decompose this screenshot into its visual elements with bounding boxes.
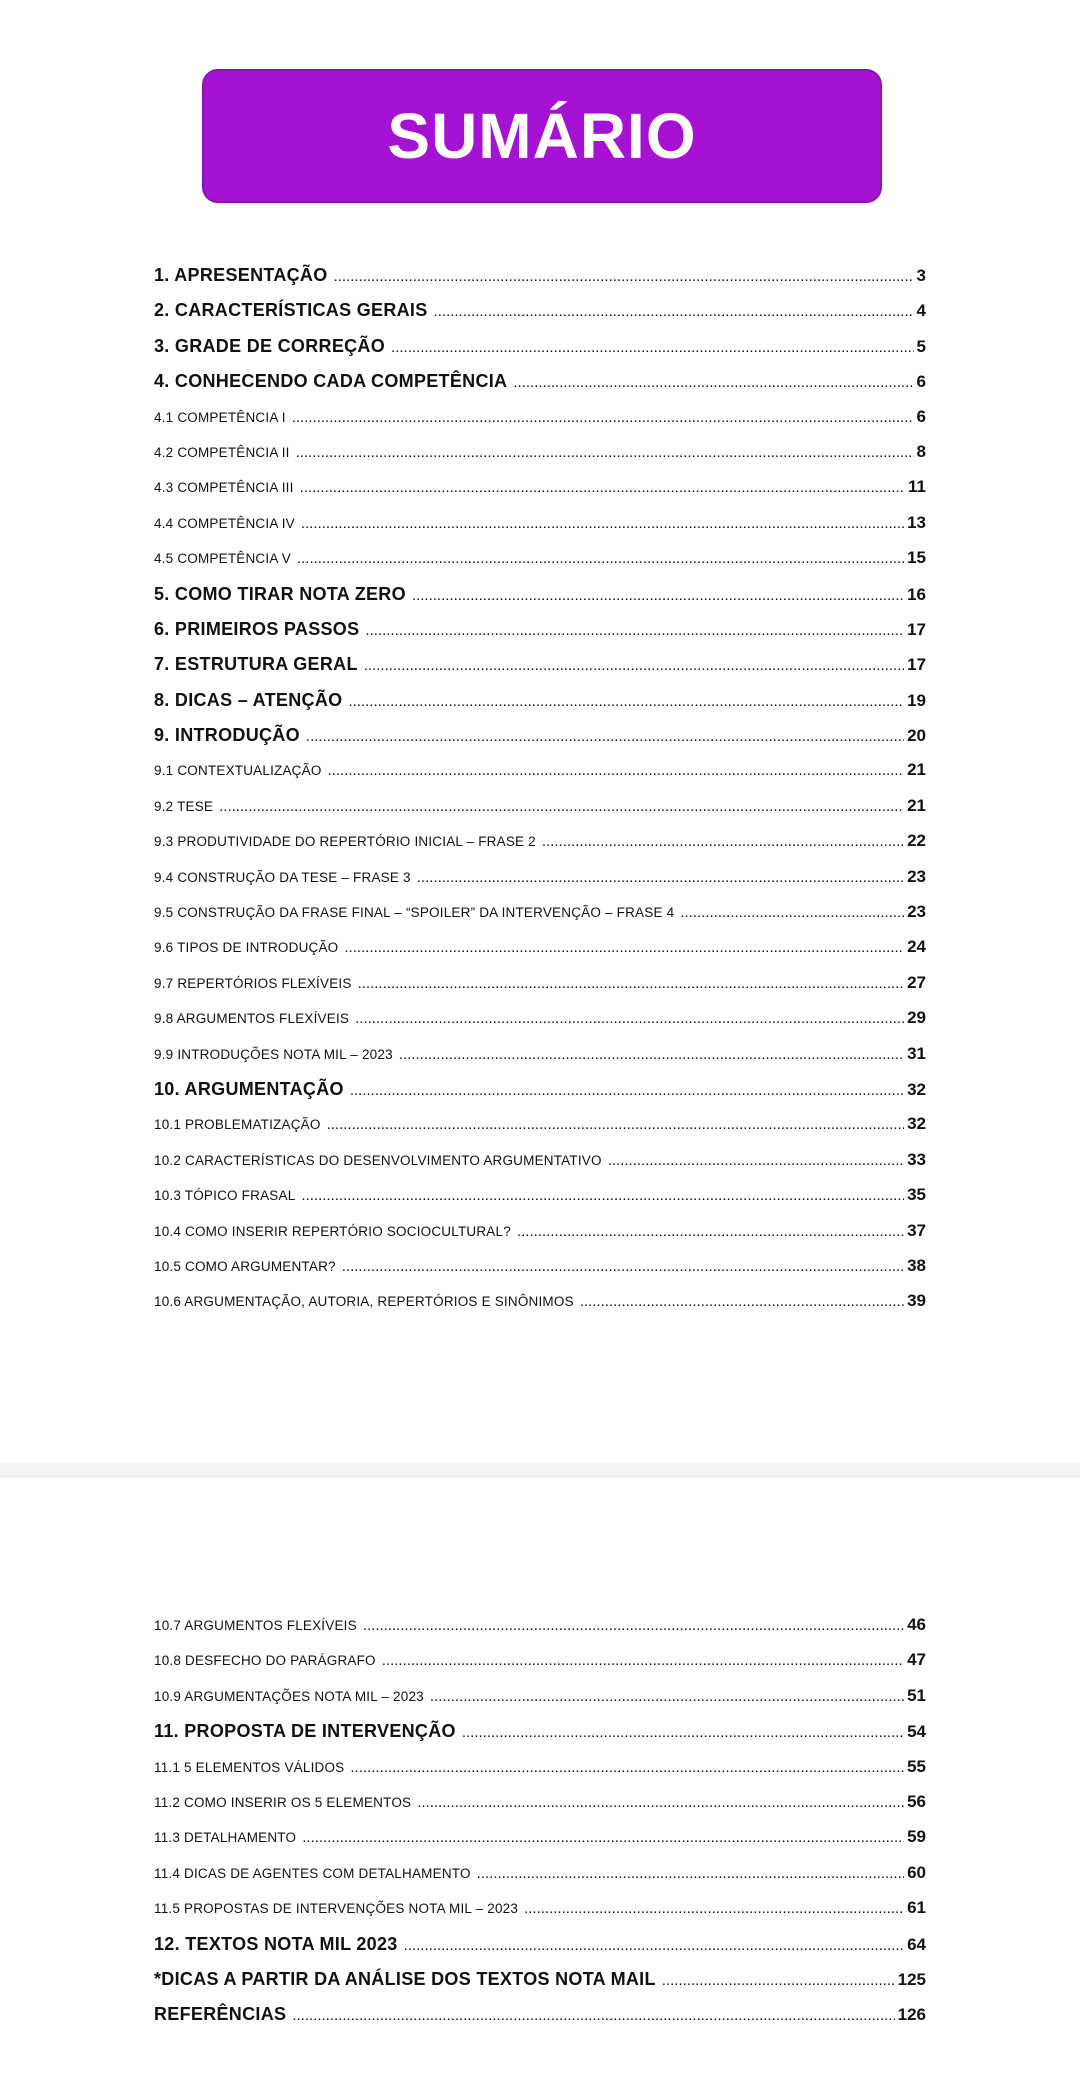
toc-entry-title: 11.3 DETALHAMENTO <box>154 1830 297 1846</box>
toc-entry-title: 7. ESTRUTURA GERAL <box>154 654 358 675</box>
dot-leader <box>300 479 905 496</box>
toc-entry <box>154 902 926 937</box>
toc-entry <box>154 1863 926 1898</box>
toc-entry <box>154 336 926 371</box>
toc-entry-page-number: 51 <box>907 1685 926 1705</box>
toc-entry-page-number: 17 <box>907 619 926 639</box>
toc-entry <box>154 1008 926 1043</box>
table-of-contents-part-2 <box>154 1615 926 2040</box>
toc-entry-page-number: 54 <box>907 1722 926 1742</box>
toc-entry-title: 9.2 TESE <box>154 798 214 814</box>
toc-entry <box>154 1044 926 1079</box>
toc-entry <box>154 760 926 795</box>
toc-entry <box>154 1721 926 1756</box>
toc-entry-title: 10.7 ARGUMENTOS FLEXÍVEIS <box>154 1618 357 1633</box>
dot-leader <box>292 409 914 426</box>
toc-entry-title: 9.7 REPERTÓRIOS FLEXÍVEIS <box>154 975 352 991</box>
toc-entry <box>154 1221 926 1256</box>
toc-entry <box>154 371 926 406</box>
toc-entry-title: 11. PROPOSTA DE INTERVENÇÃO <box>154 1721 456 1742</box>
toc-entry <box>154 265 926 300</box>
dot-leader <box>477 1865 904 1882</box>
toc-entry <box>154 690 926 725</box>
toc-entry-page-number: 15 <box>907 548 926 568</box>
toc-entry-page-number: 8 <box>916 441 926 461</box>
toc-entry-page-number: 38 <box>907 1255 926 1275</box>
dot-leader <box>292 2007 894 2024</box>
dot-leader <box>513 374 913 391</box>
toc-entry-page-number: 32 <box>907 1079 926 1099</box>
toc-entry <box>154 300 926 335</box>
toc-entry-title: 9.8 ARGUMENTOS FLEXÍVEIS <box>154 1011 350 1027</box>
toc-entry-page-number: 5 <box>916 336 926 356</box>
toc-entry <box>154 831 926 866</box>
toc-entry-title: 4.1 COMPETÊNCIA I <box>154 409 286 425</box>
toc-entry <box>154 2004 926 2039</box>
dot-leader <box>363 1617 904 1634</box>
toc-entry <box>154 1757 926 1792</box>
toc-entry-page-number: 21 <box>907 760 926 780</box>
toc-entry <box>154 442 926 477</box>
toc-entry-title: 10.6 ARGUMENTAÇÃO, AUTORIA, REPERTÓRIOS E SINÔNIMOS <box>154 1294 574 1310</box>
title-banner <box>202 69 882 203</box>
document-page-2 <box>0 1478 1080 2097</box>
table-of-contents-part-1 <box>154 265 926 1327</box>
toc-entry-title: 3. GRADE DE CORREÇÃO <box>154 335 386 356</box>
toc-entry-title: 4.3 COMPETÊNCIA III <box>154 480 294 496</box>
toc-entry-page-number: 32 <box>907 1114 926 1134</box>
dot-leader <box>608 1152 904 1169</box>
toc-entry-page-number: 55 <box>907 1756 926 1776</box>
toc-entry <box>154 477 926 512</box>
toc-entry <box>154 867 926 902</box>
dot-leader <box>355 1010 904 1027</box>
toc-entry-title: 9.5 CONSTRUÇÃO DA FRASE FINAL – “SPOILER” DA INTERVENÇÃO – FRASE 4 <box>154 905 675 921</box>
toc-entry-page-number: 21 <box>907 795 926 815</box>
toc-entry-title: 9.6 TIPOS DE INTRODUÇÃO <box>154 940 339 956</box>
toc-entry-page-number: 33 <box>907 1149 926 1169</box>
dot-leader <box>301 1187 904 1204</box>
dot-leader <box>334 268 914 285</box>
toc-entry-page-number: 23 <box>907 866 926 886</box>
toc-entry-title: 4.5 COMPETÊNCIA V <box>154 551 291 567</box>
toc-entry <box>154 513 926 548</box>
toc-entry-page-number: 126 <box>897 2005 926 2025</box>
dot-leader <box>348 693 904 710</box>
toc-entry-title: 11.5 PROPOSTAS DE INTERVENÇÕES NOTA MIL – 2023 <box>154 1901 519 1917</box>
dot-leader <box>327 1116 905 1133</box>
toc-entry-page-number: 24 <box>907 937 926 957</box>
dot-leader <box>365 622 904 639</box>
toc-entry-title: *DICAS A PARTIR DA ANÁLISE DOS TEXTOS NOTA MAIL <box>154 1968 656 1989</box>
toc-entry-page-number: 31 <box>907 1043 926 1063</box>
toc-entry-page-number: 22 <box>907 831 926 851</box>
toc-entry <box>154 1185 926 1220</box>
toc-entry <box>154 1792 926 1827</box>
toc-entry <box>154 973 926 1008</box>
toc-entry <box>154 1615 926 1650</box>
toc-entry-page-number: 47 <box>907 1650 926 1670</box>
dot-leader <box>462 1724 904 1741</box>
toc-entry <box>154 1256 926 1291</box>
toc-entry-page-number: 59 <box>907 1827 926 1847</box>
toc-entry-title: 10.4 COMO INSERIR REPERTÓRIO SOCIOCULTURAL? <box>154 1223 511 1239</box>
toc-entry-page-number: 56 <box>907 1791 926 1811</box>
dot-leader <box>301 515 904 532</box>
toc-entry <box>154 937 926 972</box>
toc-entry-page-number: 3 <box>916 266 926 285</box>
toc-entry-page-number: 61 <box>907 1898 926 1918</box>
toc-entry <box>154 548 926 583</box>
toc-entry <box>154 796 926 831</box>
toc-entry-title: 4.4 COMPETÊNCIA IV <box>154 515 295 531</box>
page-separator <box>0 1463 1080 1478</box>
toc-entry-title: 10.8 DESFECHO DO PARÁGRAFO <box>154 1653 376 1669</box>
dot-leader <box>391 339 914 356</box>
toc-entry <box>154 1969 926 2004</box>
dot-leader <box>412 587 904 604</box>
toc-entry-title: 6. PRIMEIROS PASSOS <box>154 618 360 639</box>
toc-entry-title: 1. APRESENTAÇÃO <box>154 265 328 285</box>
toc-entry-page-number: 39 <box>907 1291 926 1311</box>
toc-entry <box>154 654 926 689</box>
toc-entry-title: 11.1 5 ELEMENTOS VÁLIDOS <box>154 1759 345 1775</box>
dot-leader <box>434 303 914 320</box>
toc-entry-title: 10.5 COMO ARGUMENTAR? <box>154 1258 336 1274</box>
toc-entry-page-number: 20 <box>907 726 926 746</box>
toc-entry-title: 9.9 INTRODUÇÕES NOTA MIL – 2023 <box>154 1046 393 1062</box>
toc-entry-page-number: 60 <box>907 1862 926 1882</box>
dot-leader <box>417 869 904 886</box>
toc-entry-title: 10.3 TÓPICO FRASAL <box>154 1188 296 1204</box>
toc-entry <box>154 407 926 442</box>
toc-entry-page-number: 27 <box>907 972 926 992</box>
toc-entry-page-number: 23 <box>907 902 926 922</box>
toc-entry-title: 4.2 COMPETÊNCIA II <box>154 444 290 460</box>
toc-entry-title: 9.4 CONSTRUÇÃO DA TESE – FRASE 3 <box>154 869 411 885</box>
dot-leader <box>358 975 905 992</box>
toc-entry-title: 9.3 PRODUTIVIDADE DO REPERTÓRIO INICIAL – FRASE 2 <box>154 834 536 850</box>
dot-leader <box>417 1794 904 1811</box>
toc-entry-page-number: 64 <box>907 1934 926 1954</box>
dot-leader <box>350 1759 904 1776</box>
toc-entry-title: 9.1 CONTEXTUALIZAÇÃO <box>154 763 322 779</box>
dot-leader <box>328 762 905 779</box>
toc-entry-page-number: 37 <box>907 1220 926 1240</box>
dot-leader <box>364 657 904 674</box>
toc-entry <box>154 1827 926 1862</box>
toc-entry-title: 11.4 DICAS DE AGENTES COM DETALHAMENTO <box>154 1865 471 1881</box>
dot-leader <box>404 1937 904 1954</box>
toc-entry-page-number: 17 <box>907 655 926 675</box>
toc-entry-page-number: 16 <box>907 584 926 604</box>
toc-entry <box>154 1650 926 1685</box>
toc-entry-page-number: 6 <box>916 406 926 426</box>
toc-entry-page-number: 6 <box>916 372 926 392</box>
toc-entry-title: 10.1 PROBLEMATIZAÇÃO <box>154 1117 321 1133</box>
dot-leader <box>344 939 904 956</box>
dot-leader <box>382 1652 904 1669</box>
toc-entry-title: 8. DICAS – ATENÇÃO <box>154 689 343 710</box>
toc-entry <box>154 619 926 654</box>
toc-entry-title: 10.9 ARGUMENTAÇÕES NOTA MIL – 2023 <box>154 1688 424 1704</box>
dot-leader <box>580 1293 904 1310</box>
dot-leader <box>542 833 904 850</box>
toc-entry-title: 2. CARACTERÍSTICAS GERAIS <box>154 300 428 321</box>
toc-entry <box>154 1934 926 1969</box>
dot-leader <box>219 798 904 815</box>
toc-entry-title: REFERÊNCIAS <box>154 2004 287 2025</box>
toc-entry <box>154 1079 926 1114</box>
dot-leader <box>430 1688 904 1705</box>
toc-entry <box>154 584 926 619</box>
toc-entry-page-number: 19 <box>907 690 926 710</box>
toc-entry-title: 10.2 CARACTERÍSTICAS DO DESENVOLVIMENTO ARGUMENTATIVO <box>154 1152 602 1168</box>
dot-leader <box>399 1046 904 1063</box>
toc-entry-title: 11.2 COMO INSERIR OS 5 ELEMENTOS <box>154 1794 412 1810</box>
dot-leader <box>296 444 914 461</box>
page-title: SUMÁRIO <box>387 100 697 172</box>
dot-leader <box>350 1082 904 1099</box>
toc-entry-page-number: 4 <box>916 301 926 321</box>
toc-entry <box>154 1150 926 1185</box>
toc-entry-title: 4. CONHECENDO CADA COMPETÊNCIA <box>154 371 508 392</box>
toc-entry-page-number: 35 <box>907 1185 926 1205</box>
dot-leader <box>342 1258 904 1275</box>
dot-leader <box>680 904 904 921</box>
toc-entry-page-number: 11 <box>908 477 926 497</box>
toc-entry <box>154 1291 926 1326</box>
toc-entry-title: 9. INTRODUÇÃO <box>154 725 300 746</box>
toc-entry <box>154 1114 926 1149</box>
dot-leader <box>306 728 904 745</box>
toc-entry-title: 5. COMO TIRAR NOTA ZERO <box>154 583 406 604</box>
dot-leader <box>524 1900 904 1917</box>
toc-entry-page-number: 13 <box>907 512 926 532</box>
toc-entry <box>154 725 926 760</box>
toc-entry <box>154 1686 926 1721</box>
toc-entry <box>154 1898 926 1933</box>
toc-entry-page-number: 46 <box>907 1615 926 1634</box>
toc-entry-title: 12. TEXTOS NOTA MIL 2023 <box>154 1933 398 1954</box>
dot-leader <box>302 1829 904 1846</box>
dot-leader <box>517 1223 904 1240</box>
toc-entry-page-number: 125 <box>897 1969 926 1989</box>
toc-entry-title: 10. ARGUMENTAÇÃO <box>154 1078 344 1099</box>
dot-leader <box>297 550 904 567</box>
dot-leader <box>662 1972 895 1989</box>
toc-entry-page-number: 29 <box>907 1008 926 1028</box>
